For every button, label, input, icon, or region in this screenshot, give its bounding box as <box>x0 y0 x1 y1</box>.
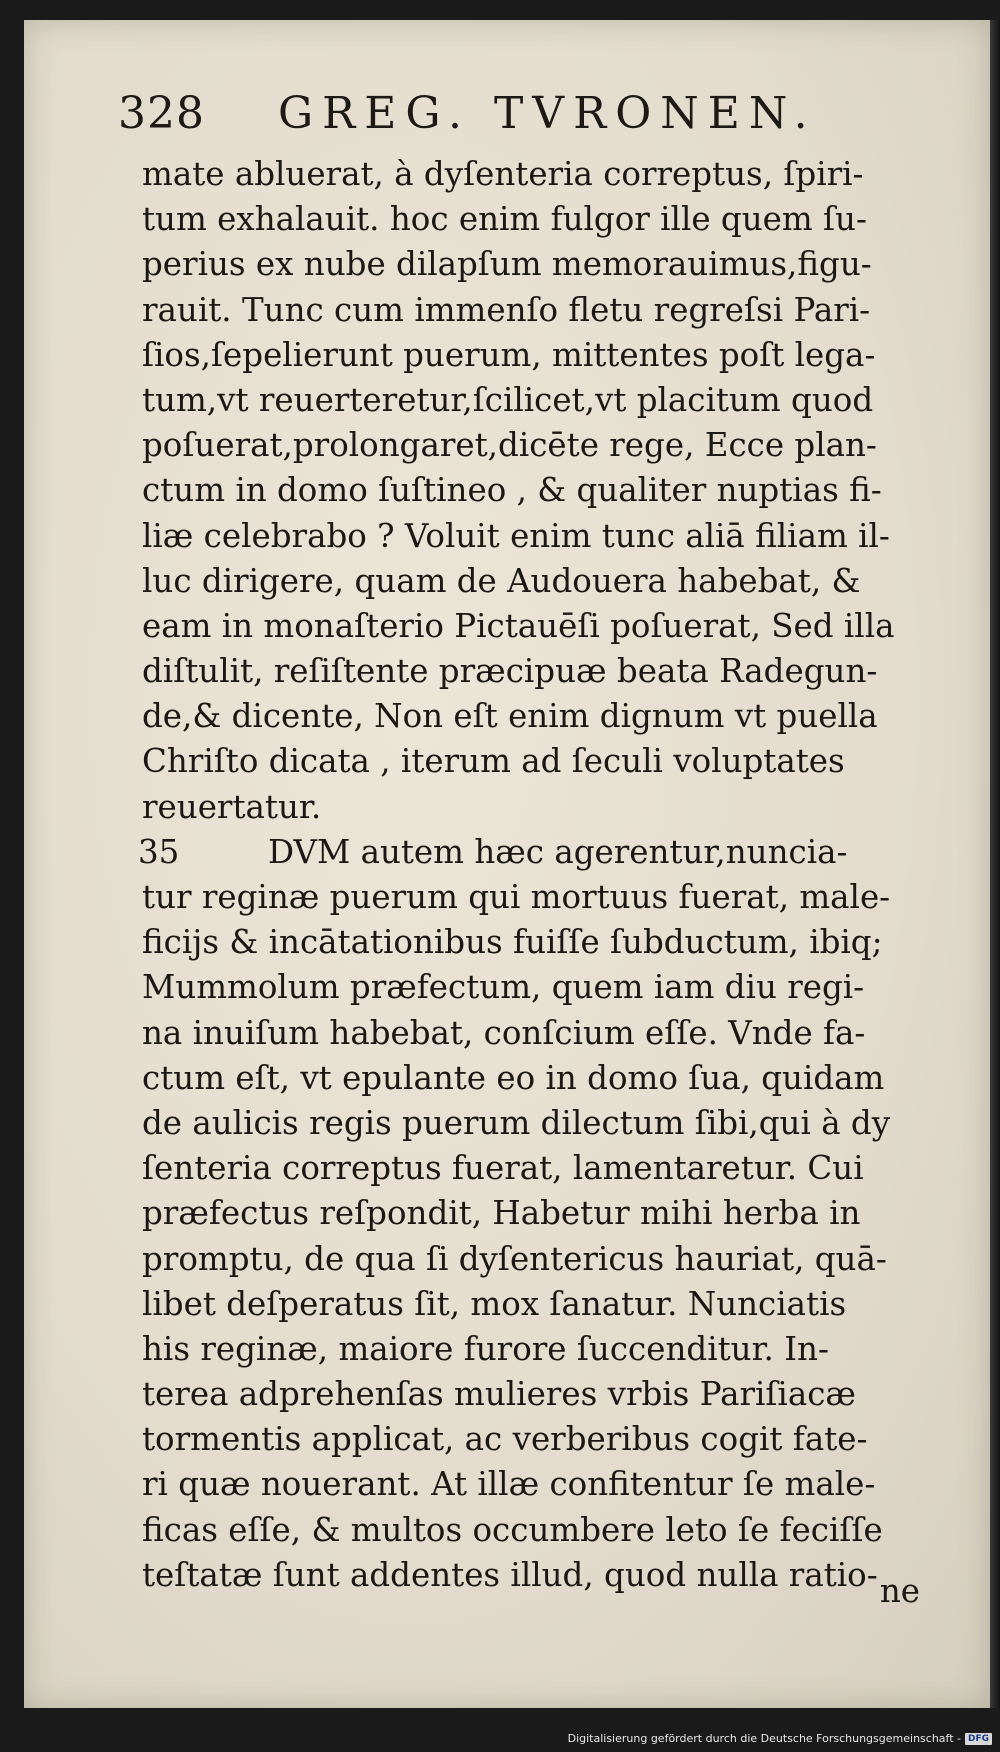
text-line: Chriſto dicata , iterum ad ſeculi voluptates <box>142 742 845 781</box>
text-line: eam in monaſterio Pictauēſi poſuerat, Sed illa <box>142 606 895 645</box>
catchword: ne <box>879 1572 920 1610</box>
text-line: poſuerat,prolongaret,dicēte rege, Ecce plan- <box>142 426 877 465</box>
text-line: mate abluerat, à dyſenteria correptus, ſpiri- <box>142 155 864 193</box>
text-line: ctum eſt, vt epulante eo in domo ſua, quidam <box>142 1058 885 1097</box>
text-line: de,& dicente, Non eſt enim dignum vt puella <box>142 697 878 736</box>
section-number: 35 <box>138 832 180 871</box>
paragraph-before <box>142 152 922 830</box>
book-edge <box>990 20 1000 1708</box>
text-block <box>138 152 922 1598</box>
text-line: ſenteria correptus fuerat, lamentaretur. Cui <box>142 1149 864 1188</box>
text-line: ctum in domo ſuſtineo , & qualiter nuptias fi- <box>142 471 882 510</box>
text-line: tormentis applicat, ac verberibus cogit fate- <box>142 1420 868 1459</box>
text-line: rauit. Tunc cum immenſo fletu regreſsi Pari- <box>142 290 871 329</box>
text-line: his reginæ, maiore furore ſuccenditur. In- <box>142 1329 829 1368</box>
text-line: tur reginæ puerum qui mortuus fuerat, male- <box>142 878 891 916</box>
text-line: na inuiſum habebat, conſcium eſſe. Vnde fa- <box>142 1013 866 1052</box>
text-line: tum exhalauit. hoc enim fulgor ille quem ſu- <box>142 200 867 239</box>
text-line: ficijs & incātationibus fuiſſe ſubductum, ibiq; <box>142 923 883 962</box>
credit-text: Digitalisierung gefördert durch die Deutsche Forschungsgemeinschaft - <box>567 1732 961 1745</box>
running-title: GREG. TVRONEN. <box>278 88 817 139</box>
text-line: luc dirigere, quam de Audouera habebat, & <box>142 561 861 600</box>
paragraph-after <box>142 875 922 1598</box>
text-line: perius ex nube dilapſum memorauimus,figu- <box>142 245 872 284</box>
text-line: præfectus reſpondit, Habetur mihi herba in <box>142 1194 861 1233</box>
text-line: promptu, de qua ſi dyſentericus hauriat, quā- <box>142 1239 887 1278</box>
text-line: reuertatur. <box>142 787 322 826</box>
text-line: diſtulit, reſiſtente præcipuæ beata Radegun- <box>142 652 878 691</box>
text-line: liæ celebrabo ? Voluit enim tunc aliā filiam il- <box>142 516 890 555</box>
text-line: ſios,ſepelierunt puerum, mittentes poſt lega- <box>142 335 876 374</box>
text-line: terea adprehenſas mulieres vrbis Pariſiacæ <box>142 1375 856 1414</box>
dfg-logo: DFG <box>965 1733 992 1745</box>
text-line: de aulicis regis puerum dilectum ſibi,qui à dy <box>142 1103 891 1142</box>
section-start-line <box>138 830 922 875</box>
text-line: teſtatæ ſunt addentes illud, quod nulla ratio- <box>142 1555 878 1594</box>
text-line: libet deſperatus ſit, mox ſanatur. Nunciatis <box>142 1284 847 1323</box>
text-line: ri quæ nouerant. At illæ confitentur ſe male- <box>142 1465 876 1504</box>
section-first-line: DVM autem hæc agerentur,nuncia- <box>268 832 848 871</box>
page-number: 328 <box>118 88 205 139</box>
text-line: Mummolum præfectum, quem iam diu regi- <box>142 968 865 1007</box>
text-line: tum,vt reuerteretur,ſcilicet,vt placitum quod <box>142 380 874 419</box>
running-head <box>118 82 838 152</box>
text-line: ficas eſſe, & multos occumbere leto ſe feciſſe <box>142 1510 883 1549</box>
digitization-credit <box>568 1732 992 1745</box>
